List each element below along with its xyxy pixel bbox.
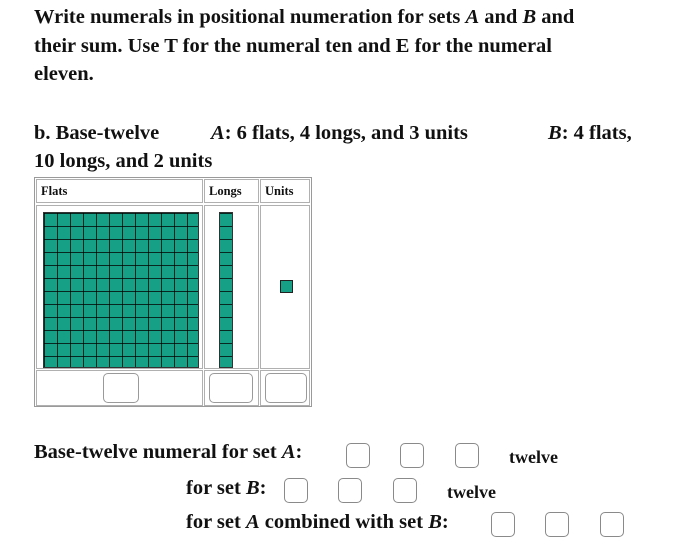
set-a-description: A: 6 flats, 4 longs, and 3 units — [211, 122, 468, 144]
set-b-digit-2-input[interactable] — [338, 478, 362, 503]
base-blocks-board — [34, 177, 312, 407]
flats-source-slot[interactable] — [103, 373, 139, 403]
flats-tray — [36, 370, 203, 406]
longs-header: Longs — [204, 179, 259, 203]
instructions-line-2: their sum. Use T for the numeral ten and E for the numeral — [34, 35, 553, 57]
combined-digit-2-input[interactable] — [545, 512, 569, 537]
answer-label-set-a: Base-twelve numeral for set A: — [34, 441, 303, 463]
set-a-base-label: twelve — [509, 447, 558, 467]
instructions-line-1: Write numerals in positional numeration for sets A and B and — [34, 6, 575, 28]
longs-source-slot[interactable] — [209, 373, 253, 403]
units-tray — [260, 370, 310, 406]
long-block[interactable] — [219, 212, 233, 368]
flats-column[interactable] — [36, 205, 203, 369]
instructions-line-3: eleven. — [34, 63, 94, 85]
part-label: b. Base-twelve — [34, 122, 160, 144]
units-header: Units — [260, 179, 310, 203]
units-column[interactable] — [260, 205, 310, 369]
set-b-base-label: twelve — [447, 482, 496, 502]
flats-header: Flats — [36, 179, 203, 203]
set-a-digit-3-input[interactable] — [455, 443, 479, 468]
longs-column[interactable] — [204, 205, 259, 369]
units-source-slot[interactable] — [265, 373, 307, 403]
set-a-digit-1-input[interactable] — [346, 443, 370, 468]
set-b-digit-1-input[interactable] — [284, 478, 308, 503]
answer-label-set-b: for set B: — [186, 477, 267, 499]
set-b-digit-3-input[interactable] — [393, 478, 417, 503]
combined-digit-3-input[interactable] — [600, 512, 624, 537]
set-b-description-continued: 10 longs, and 2 units — [34, 150, 213, 172]
answer-label-combined: for set A combined with set B: — [186, 511, 449, 533]
longs-tray — [204, 370, 259, 406]
set-a-digit-2-input[interactable] — [400, 443, 424, 468]
flat-block[interactable] — [43, 212, 199, 368]
unit-block[interactable] — [280, 280, 293, 293]
set-b-description: B: 4 flats, — [548, 122, 632, 144]
combined-digit-1-input[interactable] — [491, 512, 515, 537]
